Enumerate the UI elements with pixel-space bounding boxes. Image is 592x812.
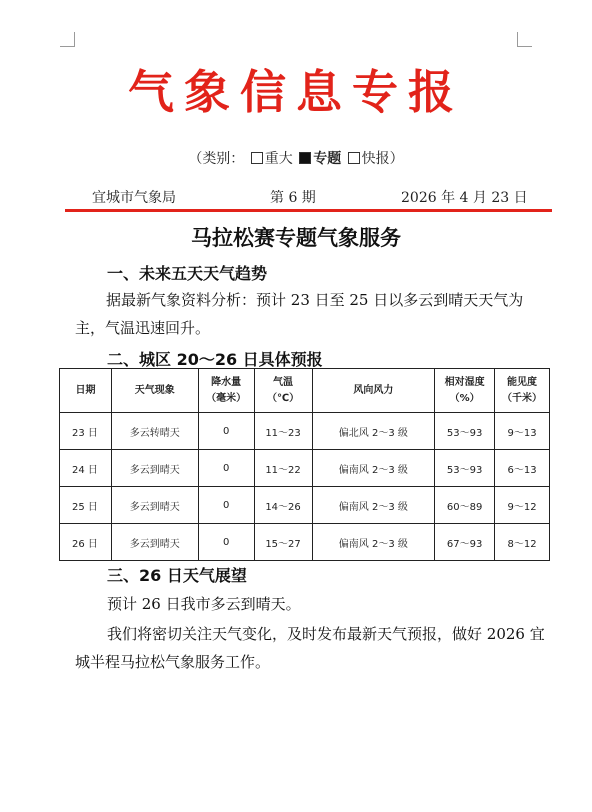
cell-temperature: 11～22: [254, 450, 312, 487]
table-row: [60, 450, 550, 487]
cell-visibility: 8～12: [495, 524, 550, 561]
table-row: [60, 524, 550, 561]
checkbox-special-icon: [299, 152, 311, 164]
cell-temperature: 15～27: [254, 524, 312, 561]
section-heading-forecast: 二、城区 20～26 日具体预报: [107, 350, 323, 369]
header-visibility: 能见度 （千米）: [495, 369, 550, 413]
header-divider: [65, 209, 552, 212]
cell-date: 23 日: [60, 413, 112, 450]
checkbox-major-icon: [251, 152, 263, 164]
cell-wind: 偏南风 2～3 级: [312, 487, 435, 524]
outlook-paragraph: 预计 26 日我市多云到晴天。: [107, 595, 301, 613]
table-row: [60, 413, 550, 450]
header-temperature: 气温 （℃）: [254, 369, 312, 413]
cell-humidity: 53～93: [435, 413, 495, 450]
cell-precipitation: 0: [198, 413, 254, 450]
cell-temperature: 11～23: [254, 413, 312, 450]
table-row: [60, 487, 550, 524]
cell-precipitation: 0: [198, 450, 254, 487]
header-weather: 天气现象: [111, 369, 198, 413]
cell-weather: 多云到晴天: [111, 524, 198, 561]
cell-visibility: 9～12: [495, 487, 550, 524]
forecast-table: [59, 368, 550, 561]
header-precipitation: 降水量 （毫米）: [198, 369, 254, 413]
trend-paragraph: 据最新气象资料分析：预计 23 日至 25 日以多云到晴天天气为主，气温迅速回升。: [75, 291, 524, 337]
crop-mark-top-right: [517, 32, 532, 47]
header-date: 日期: [60, 369, 112, 413]
cell-visibility: 9～13: [495, 413, 550, 450]
cell-weather: 多云到晴天: [111, 450, 198, 487]
crop-mark-top-left: [60, 32, 75, 47]
category-label: 类别：: [202, 151, 245, 167]
document-title: 马拉松赛专题气象服务: [191, 225, 401, 250]
cell-date: 26 日: [60, 524, 112, 561]
cell-humidity: 60～89: [435, 487, 495, 524]
header-humidity: 相对湿度 （%）: [435, 369, 495, 413]
cell-humidity: 53～93: [435, 450, 495, 487]
cell-weather: 多云到晴天: [111, 487, 198, 524]
cell-wind: 偏南风 2～3 级: [312, 450, 435, 487]
section-heading-trend: 一、未来五天天气趋势: [107, 264, 268, 283]
header-wind: 风向风力: [312, 369, 435, 413]
cell-date: 25 日: [60, 487, 112, 524]
cell-precipitation: 0: [198, 487, 254, 524]
issuer-name: 宜城市气象局: [92, 190, 176, 206]
category-line: [0, 148, 592, 168]
cell-wind: 偏南风 2～3 级: [312, 524, 435, 561]
issue-date: 2026 年 4 月 23 日: [401, 190, 528, 206]
cell-precipitation: 0: [198, 524, 254, 561]
category-option-special: 专题: [313, 151, 342, 167]
category-open-paren: （: [188, 151, 203, 167]
table-header-row: [60, 369, 550, 413]
category-option-major: 重大: [264, 151, 293, 167]
cell-visibility: 6～13: [495, 450, 550, 487]
cell-temperature: 14～26: [254, 487, 312, 524]
service-paragraph: 我们将密切关注天气变化，及时发布最新天气预报，做好 2026 宜城半程马拉松气象服务工作。: [75, 625, 545, 671]
section-heading-outlook: 三、26 日天气展望: [107, 566, 247, 585]
cell-humidity: 67～93: [435, 524, 495, 561]
cell-weather: 多云转晴天: [111, 413, 198, 450]
cell-date: 24 日: [60, 450, 112, 487]
category-close-paren: ）: [389, 151, 404, 167]
masthead-title: 气象信息专报: [128, 65, 464, 119]
checkbox-flash-icon: [348, 152, 360, 164]
category-option-flash: 快报: [361, 151, 390, 167]
issue-number: 第 6 期: [270, 190, 316, 206]
cell-wind: 偏北风 2～3 级: [312, 413, 435, 450]
